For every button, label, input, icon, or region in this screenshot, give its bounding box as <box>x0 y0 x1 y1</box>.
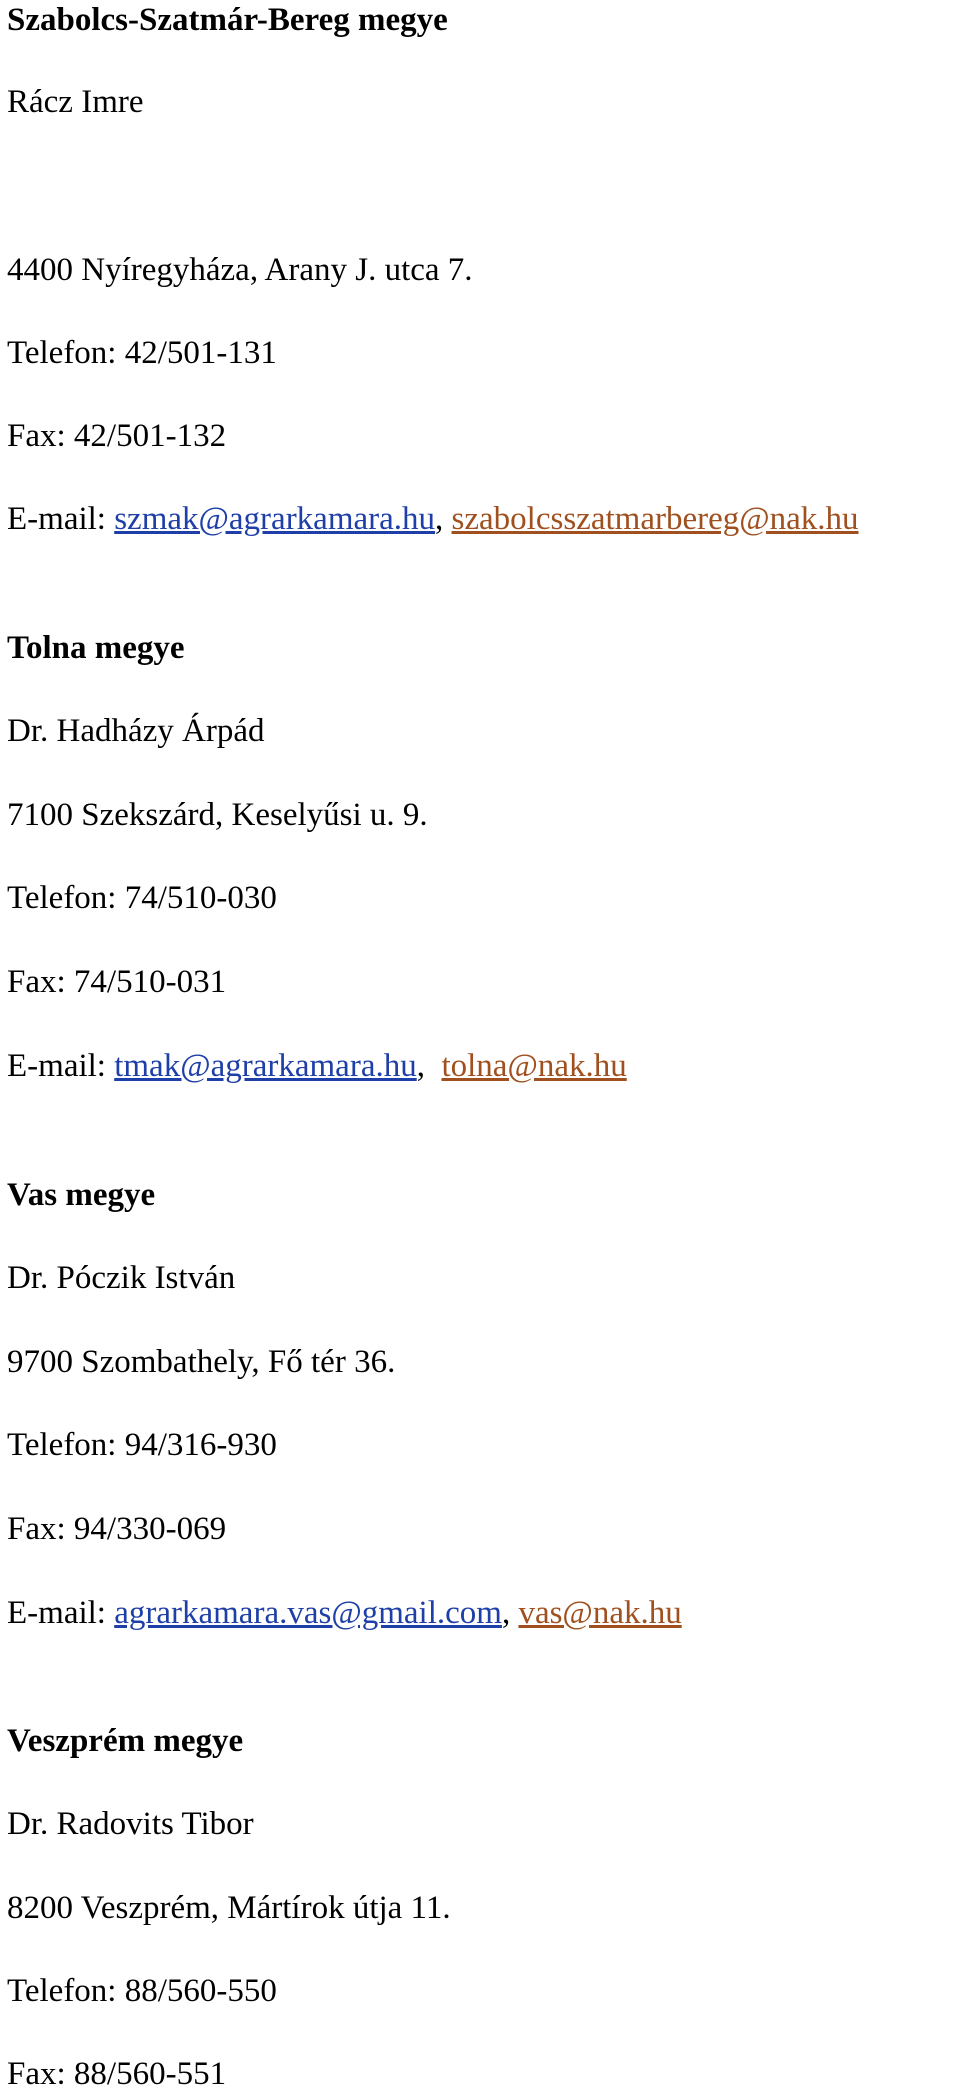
email-separator: , <box>416 1048 442 1084</box>
contact-address: 7100 Szekszárd, Keselyűsi u. 9. <box>7 797 428 833</box>
contact-address: 4400 Nyíregyháza, Arany J. utca 7. <box>7 252 473 288</box>
county-heading: Vas megye <box>7 1177 156 1213</box>
contact-fax: Fax: 88/560-551 <box>7 2056 227 2092</box>
contact-email-row <box>7 1593 682 1633</box>
contact-phone: Telefon: 94/316-930 <box>7 1427 277 1463</box>
email-label: E-mail: <box>7 1595 115 1631</box>
email-link-secondary[interactable]: tolna@nak.hu <box>441 1048 627 1084</box>
email-label: E-mail: <box>7 1048 115 1084</box>
email-link-secondary[interactable]: vas@nak.hu <box>518 1595 682 1631</box>
contact-name: Dr. Radovits Tibor <box>7 1806 254 1842</box>
contact-phone: Telefon: 88/560-550 <box>7 1973 277 2009</box>
contact-phone: Telefon: 42/501-131 <box>7 335 277 371</box>
email-link-secondary[interactable]: szabolcsszatmarbereg@nak.hu <box>451 501 859 537</box>
contact-fax: Fax: 42/501-132 <box>7 418 227 454</box>
contact-email-row <box>7 499 859 539</box>
contact-email-row <box>7 1046 627 1086</box>
email-link-primary[interactable]: agrarkamara.vas@gmail.com <box>114 1595 502 1631</box>
email-link-primary[interactable]: tmak@agrarkamara.hu <box>114 1048 417 1084</box>
email-separator: , <box>435 501 452 537</box>
contact-address: 8200 Veszprém, Mártírok útja 11. <box>7 1890 451 1926</box>
contact-name: Rácz Imre <box>7 84 144 120</box>
email-label: E-mail: <box>7 501 115 537</box>
county-heading: Szabolcs-Szatmár-Bereg megye <box>7 2 448 38</box>
county-heading: Veszprém megye <box>7 1723 244 1759</box>
contact-name: Dr. Póczik István <box>7 1260 236 1296</box>
county-heading: Tolna megye <box>7 630 185 666</box>
email-link-primary[interactable]: szmak@agrarkamara.hu <box>114 501 436 537</box>
contact-fax: Fax: 74/510-031 <box>7 964 227 1000</box>
contact-fax: Fax: 94/330-069 <box>7 1511 227 1547</box>
email-separator: , <box>501 1595 519 1631</box>
contact-name: Dr. Hadházy Árpád <box>7 713 265 749</box>
contact-phone: Telefon: 74/510-030 <box>7 880 277 916</box>
contact-address: 9700 Szombathely, Fő tér 36. <box>7 1344 396 1380</box>
